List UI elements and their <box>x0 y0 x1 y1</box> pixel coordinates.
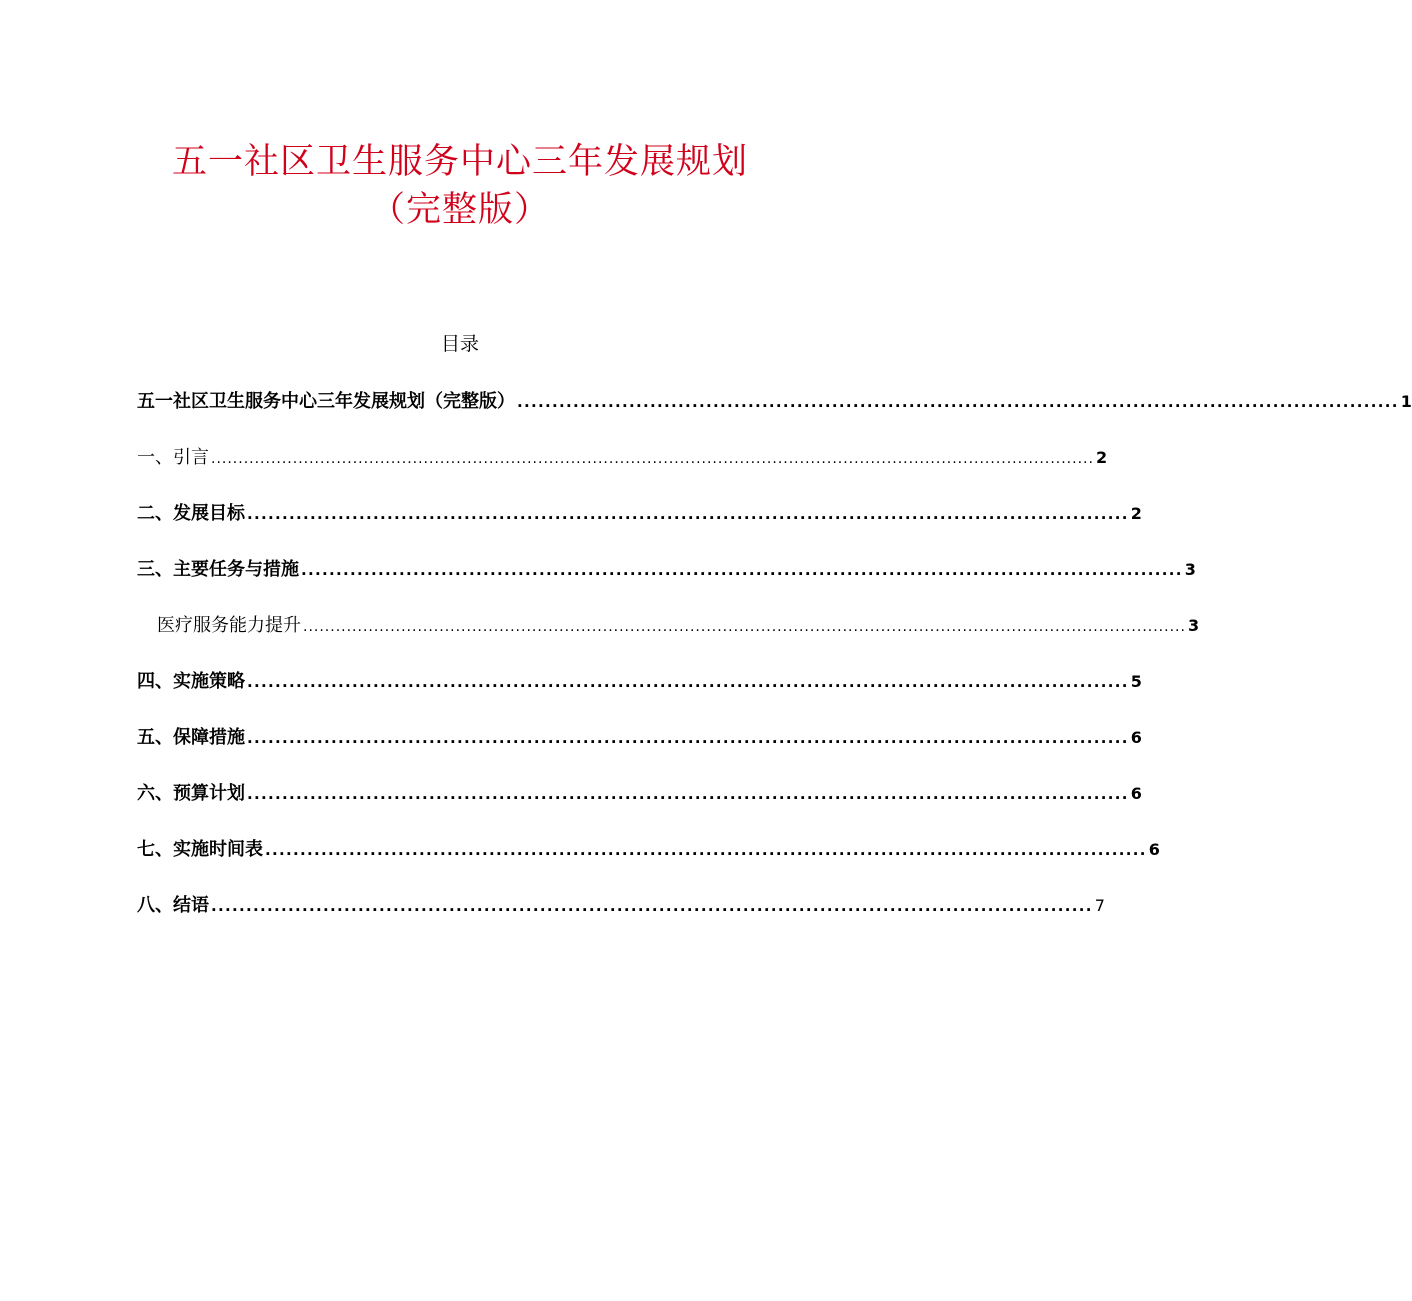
toc-leader: .............................................................................................................................. <box>301 561 1183 579</box>
toc-entry-label: 二、发展目标 <box>137 503 245 524</box>
toc-entry-conclusion[interactable] <box>137 893 1105 919</box>
toc-page-number: 6 <box>1130 784 1142 803</box>
toc-entry-timeline[interactable] <box>137 837 1160 863</box>
toc-entry-development-goals[interactable] <box>137 501 1142 527</box>
toc-entry-main-tasks[interactable] <box>137 557 1196 583</box>
toc-entry-introduction[interactable] <box>137 445 1108 471</box>
toc-entry-label: 八、结语 <box>137 895 209 916</box>
toc-entry-label: 四、实施策略 <box>137 671 245 692</box>
toc-page-number: 5 <box>1130 672 1142 691</box>
toc-entry-strategy[interactable] <box>137 669 1142 695</box>
toc-page-number: 3 <box>1184 560 1196 579</box>
toc-entry-label: 六、预算计划 <box>137 783 245 804</box>
toc-page-number: 3 <box>1187 616 1200 635</box>
toc-leader: .................................................................................................................................................................. <box>303 619 1186 635</box>
toc-leader: .............................................................................................................................. <box>247 673 1129 691</box>
toc-page-number: 6 <box>1148 840 1160 859</box>
toc-heading: 目录 <box>440 333 479 355</box>
toc-entry-label: 医疗服务能力提升 <box>157 615 301 636</box>
document-subtitle: （完整版） <box>369 190 550 230</box>
toc-page-number: 6 <box>1130 728 1142 747</box>
toc-entry-budget[interactable] <box>137 781 1142 807</box>
toc-leader: .............................................................................................................................. <box>211 897 1093 915</box>
toc-page-number: 2 <box>1130 504 1142 523</box>
toc-entry-label: 一、引言 <box>137 447 209 468</box>
toc-leader: .............................................................................................................................. <box>247 785 1129 803</box>
document-title: 五一社区卫生服务中心三年发展规划 <box>171 142 748 182</box>
toc-leader: .............................................................................................................................. <box>247 729 1129 747</box>
toc-entry-label: 七、实施时间表 <box>137 839 263 860</box>
toc-leader: .............................................................................................................................. <box>247 505 1129 523</box>
toc-entry-label: 五、保障措施 <box>137 727 245 748</box>
toc-leader: .............................................................................................................................. <box>265 841 1147 859</box>
toc-page-number: 1 <box>1400 392 1412 411</box>
toc-entry-title[interactable] <box>137 389 1412 415</box>
toc-entry-medical-service[interactable] <box>157 613 1200 639</box>
toc-leader: .................................................................................................................................................................. <box>211 451 1094 467</box>
toc-page-number: 2 <box>1095 448 1108 467</box>
toc-page-number: 7 <box>1094 896 1105 915</box>
toc-leader: .............................................................................................................................. <box>517 393 1399 411</box>
toc-entry-label: 三、主要任务与措施 <box>137 559 299 580</box>
toc-entry-safeguards[interactable] <box>137 725 1142 751</box>
toc-entry-label: 五一社区卫生服务中心三年发展规划（完整版） <box>137 391 515 412</box>
